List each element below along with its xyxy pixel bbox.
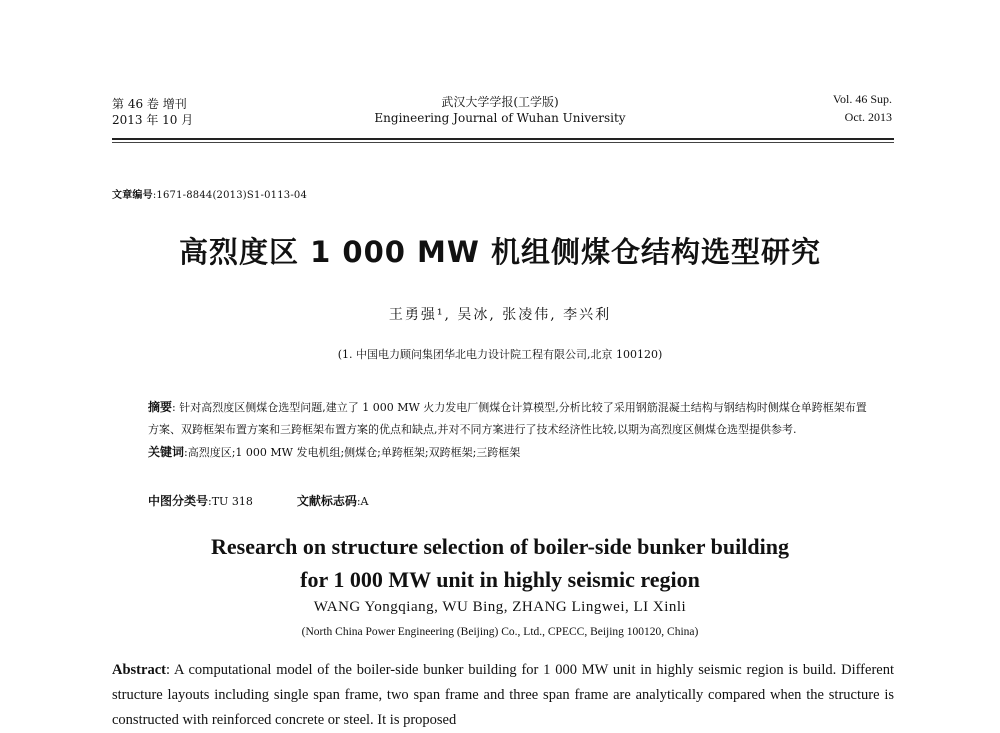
- abstract-zh-label: 摘要: [148, 400, 173, 414]
- abstract-zh-block: [148, 396, 872, 464]
- authors-en: WANG Yongqiang, WU Bing, ZHANG Lingwei, LI Xinli: [313, 599, 687, 615]
- volume-issue: 第 46 卷 增刊: [112, 97, 187, 111]
- abstract-zh: [148, 396, 872, 441]
- article-number-label: 文章编号: [112, 190, 153, 201]
- abstract-en-text: : A computational model of the boiler-side bunker building for 1 000 MW unit in highly seismic region is build. Different structure layouts including single span frame, two span frame and three span frame are analytically compared when the structure is constructed with reinforced concrete or steel. It is proposed: [112, 662, 894, 728]
- journal-name-zh: 武汉大学学报(工学版): [441, 95, 559, 109]
- paper-title-en: [0, 530, 1000, 596]
- journal-volume-en: [833, 90, 892, 126]
- keywords-zh-text: :高烈度区;1 000 MW 发电机组;侧煤仓;单跨框架;双跨框架;三跨框架: [184, 446, 521, 459]
- header-rule-thick: [112, 138, 894, 140]
- date-en: Oct. 2013: [844, 110, 892, 124]
- keywords-zh-label: 关键词: [148, 445, 185, 459]
- clc-label: 中图分类号: [148, 494, 209, 508]
- doc-code-value: :A: [356, 495, 369, 508]
- paper-title-en-line2: for 1 000 MW unit in highly seismic region: [300, 567, 700, 592]
- doc-code-label: 文献标志码: [296, 494, 357, 508]
- article-number-value: :1671-8844(2013)S1-0113-04: [152, 190, 308, 201]
- journal-name-en: Engineering Journal of Wuhan University: [374, 111, 626, 125]
- paper-title-zh: 高烈度区 1 000 MW 机组侧煤仓结构选型研究: [179, 235, 821, 269]
- authors-zh: 王勇强¹, 吴冰, 张凌伟, 李兴利: [388, 307, 612, 323]
- header-rule-thin: [112, 142, 894, 143]
- paper-title-en-line1: Research on structure selection of boiler-side bunker building: [211, 534, 789, 559]
- publication-date: 2013 年 10 月: [112, 113, 194, 127]
- keywords-zh: [148, 441, 872, 464]
- clc-value: :TU 318: [208, 495, 253, 508]
- abstract-zh-text: : 针对高烈度区侧煤仓选型问题,建立了 1 000 MW 火力发电厂侧煤仓计算模型,分析比较了采用钢筋混凝土结构与钢结构时侧煤仓单跨框架布置方案、双跨框架布置方案和三跨框架布置方案的优点和缺点,并对不同方案进行了技术经济性比较,以期为高烈度区侧煤仓选型提供参考.: [148, 401, 867, 436]
- abstract-en-label: Abstract: [112, 662, 166, 678]
- volume-en: Vol. 46 Sup.: [832, 92, 892, 106]
- affiliation-en: (North China Power Engineering (Beijing) Co., Ltd., CPECC, Beijing 100120, China): [301, 626, 699, 638]
- affiliation-zh: (1. 中国电力顾问集团华北电力设计院工程有限公司,北京 100120): [337, 348, 663, 361]
- classification-row: [148, 492, 369, 509]
- article-number: [112, 186, 307, 201]
